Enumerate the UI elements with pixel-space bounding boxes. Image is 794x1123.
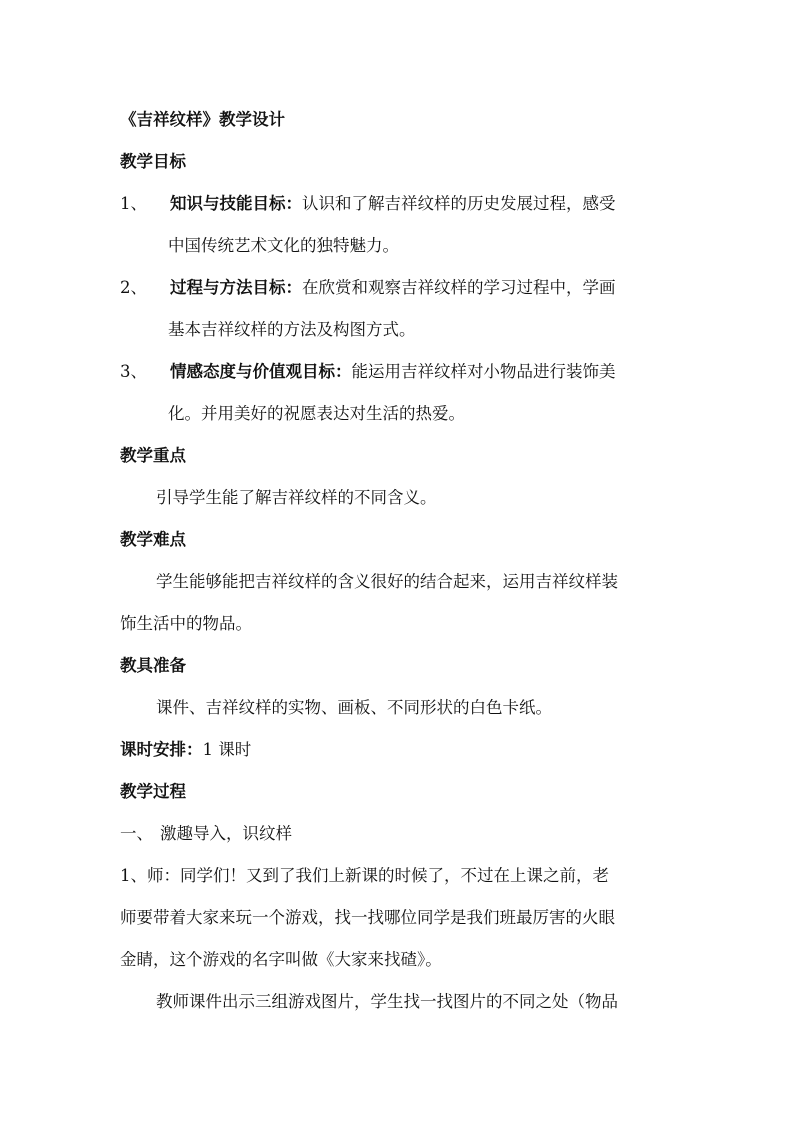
schedule-line xyxy=(120,739,680,761)
materials-text: 课件、吉祥纹样的实物、画板、不同形状的白色卡纸。 xyxy=(156,698,552,717)
objective-2 xyxy=(120,277,680,299)
objective-1-continued: 中国传统艺术文化的独特魅力。 xyxy=(168,236,399,255)
paragraph-1-line-3: 金睛，这个游戏的名字叫做《大家来找碴》。 xyxy=(120,950,442,969)
objective-3-text: 能运用吉祥纹样对小物品进行装饰美 xyxy=(351,362,616,381)
objective-2-continued: 基本吉祥纹样的方法及构图方式。 xyxy=(168,320,416,339)
objective-2-text: 在欣赏和观察吉祥纹样的学习过程中，学画 xyxy=(302,278,616,297)
section-heading-objectives: 教学目标 xyxy=(120,152,186,171)
process-step-1-number: 一、 xyxy=(120,824,153,843)
paragraph-1-line-2: 师要带着大家来玩一个游戏，找一找哪位同学是我们班最厉害的火眼 xyxy=(120,908,615,927)
objective-1-number: 1、 xyxy=(120,194,147,213)
doc-title: 《吉祥纹样》教学设计 xyxy=(120,110,285,129)
process-step-1 xyxy=(120,823,680,845)
objective-1-text: 认识和了解吉祥纹样的历史发展过程，感受 xyxy=(302,194,616,213)
schedule-label: 课时安排： xyxy=(120,740,203,759)
objective-1-label: 知识与技能目标： xyxy=(170,194,302,213)
objective-2-number: 2、 xyxy=(120,278,147,297)
objective-3-number: 3、 xyxy=(120,362,147,381)
objective-3-label: 情感态度与价值观目标： xyxy=(170,362,352,381)
key-points-text: 引导学生能了解吉祥纹样的不同含义。 xyxy=(156,488,437,507)
objective-3 xyxy=(120,361,680,383)
schedule-value: 1 课时 xyxy=(202,740,252,759)
section-heading-key-points: 教学重点 xyxy=(120,446,186,465)
section-heading-difficulties: 教学难点 xyxy=(120,530,186,549)
process-step-1-text: 激趣导入，识纹样 xyxy=(160,824,292,843)
objective-2-label: 过程与方法目标： xyxy=(170,278,302,297)
section-heading-materials: 教具准备 xyxy=(120,656,186,675)
section-heading-process: 教学过程 xyxy=(120,782,186,801)
difficulties-text-line-1: 学生能够能把吉祥纹样的含义很好的结合起来，运用吉祥纹样装 xyxy=(156,572,618,591)
paragraph-1-line-1: 1、师：同学们！又到了我们上新课的时候了，不过在上课之前，老 xyxy=(120,866,609,885)
paragraph-2-line-1: 教师课件出示三组游戏图片，学生找一找图片的不同之处（物品 xyxy=(156,992,618,1011)
objective-3-continued: 化。并用美好的祝愿表达对生活的热爱。 xyxy=(168,404,465,423)
objective-1 xyxy=(120,193,680,215)
difficulties-text-line-2: 饰生活中的物品。 xyxy=(120,614,252,633)
